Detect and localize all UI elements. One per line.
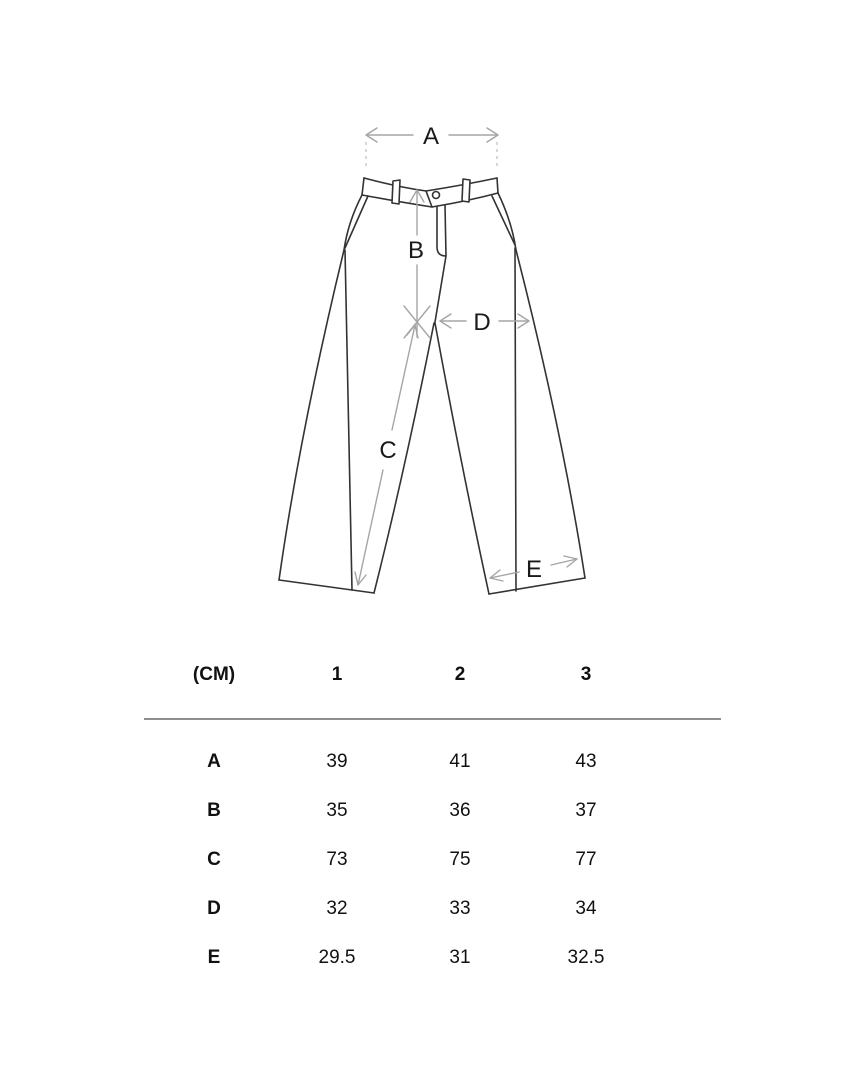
row-label: E — [207, 946, 221, 968]
cell-value: 77 — [575, 848, 597, 870]
cell-value: 31 — [449, 946, 471, 968]
table-row — [144, 884, 721, 933]
table-header-unit: (CM) — [192, 664, 236, 685]
cell-value: 32.5 — [567, 946, 605, 968]
right-belt-loop — [462, 179, 470, 202]
measure-a — [366, 123, 498, 167]
pants-drawing — [279, 178, 585, 594]
table-divider — [144, 718, 721, 720]
left-outer-seam — [279, 195, 362, 580]
cell-value: 41 — [449, 750, 471, 772]
cell-value: 43 — [575, 750, 597, 772]
size-table — [144, 655, 721, 982]
row-label: C — [207, 848, 221, 870]
waistband-center-seam — [426, 191, 432, 207]
measure-b — [404, 190, 430, 338]
right-inseam — [435, 323, 489, 594]
cell-value: 36 — [449, 799, 471, 821]
cell-value: 29.5 — [318, 946, 356, 968]
table-header-size-1: 1 — [331, 664, 343, 685]
table-row — [144, 933, 721, 982]
cell-value: 73 — [326, 848, 348, 870]
table-header-size-2: 2 — [454, 664, 466, 685]
cell-value: 75 — [449, 848, 471, 870]
waistband-left-edge — [362, 178, 364, 195]
cell-value: 32 — [326, 897, 348, 919]
row-label: B — [207, 799, 221, 821]
table-row — [144, 786, 721, 835]
left-belt-loop — [392, 180, 400, 204]
cell-value: 35 — [326, 799, 348, 821]
left-pocket-line — [345, 196, 368, 248]
cell-value: 34 — [575, 897, 597, 919]
waistband-right-edge — [497, 178, 498, 193]
table-body — [144, 737, 721, 982]
right-crease-line — [515, 248, 516, 591]
measure-label-d: D — [473, 309, 491, 336]
measure-label-e: E — [525, 556, 543, 583]
table-header-size-3: 3 — [580, 664, 592, 685]
measure-label-b: B — [407, 237, 425, 264]
measure-c — [355, 325, 418, 585]
table-row — [144, 835, 721, 884]
measure-e — [490, 556, 577, 583]
cell-value: 33 — [449, 897, 471, 919]
left-crease-line — [345, 250, 352, 590]
row-label: D — [207, 897, 221, 919]
right-outer-seam — [498, 193, 585, 578]
measure-label-c: C — [379, 437, 397, 464]
table-header-row — [144, 655, 721, 695]
row-label: A — [207, 750, 221, 772]
waistband-top-edge — [364, 178, 497, 191]
measure-label-a: A — [422, 123, 440, 150]
cell-value: 39 — [326, 750, 348, 772]
waist-button — [433, 192, 440, 199]
cell-value: 37 — [575, 799, 597, 821]
table-row — [144, 737, 721, 786]
